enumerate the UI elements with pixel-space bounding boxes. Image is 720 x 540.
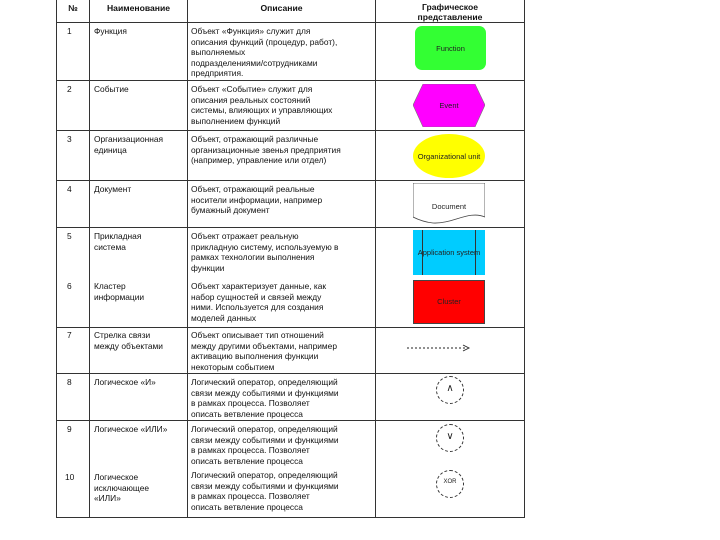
row-name: Стрелка связи между объектами: [94, 330, 163, 351]
table-border: [524, 0, 525, 518]
table-border: [56, 373, 525, 374]
table-border: [56, 130, 525, 131]
header-name: Наименование: [106, 3, 171, 13]
header-desc: Описание: [260, 3, 303, 13]
table-border: [375, 0, 376, 518]
row-num: 8: [67, 377, 72, 387]
logical-or-symbol: ∨: [446, 431, 454, 442]
event-shape-label: Event: [439, 101, 459, 110]
row-desc: Объект описывает тип отношений между другими объектами, например активацию выполнения функции некоторым событием: [191, 330, 338, 372]
logical-xor-symbol: XOR: [443, 479, 457, 485]
row-desc: Объект характеризует данные, как набор сущностей и связей между ними. Используется для создания моделей данных: [191, 281, 327, 323]
row-name: Кластер информации: [94, 281, 145, 302]
row-name: Логическое «И»: [94, 377, 156, 387]
logical-and-symbol: ∧: [446, 383, 454, 394]
row-num: 7: [67, 330, 72, 340]
row-num: 6: [67, 281, 72, 291]
row-num: 4: [67, 184, 72, 194]
table-border: [56, 420, 525, 421]
row-desc: Логический оператор, определяющий связи между событиями и функциями в рамках процесса. Позволяет описать ветвление процесса: [191, 470, 339, 512]
application-system-shape-label: Application system: [417, 248, 481, 257]
document-shape-label: Document: [431, 202, 467, 211]
row-num: 10: [65, 472, 75, 482]
header-num: №: [68, 3, 78, 13]
cluster-shape-label: Cluster: [437, 297, 461, 306]
organizational-unit-shape-label: Organizational unit: [417, 152, 481, 161]
row-num: 2: [67, 84, 72, 94]
row-num: 9: [67, 424, 72, 434]
table-border: [56, 517, 525, 518]
row-name: Документ: [94, 184, 132, 194]
row-desc: Логический оператор, определяющий связи между событиями и функциями в рамках процесса. Позволяет описать ветвление процесса: [191, 377, 339, 419]
table-border: [56, 80, 525, 81]
table-border: [56, 327, 525, 328]
row-desc: Объект отражает реальную прикладную систему, используемую в рамках технологии выполнения функции: [191, 231, 339, 273]
row-num: 1: [67, 26, 72, 36]
row-name: Прикладная система: [94, 231, 142, 252]
table-border: [56, 22, 525, 23]
row-desc: Логический оператор, определяющий связи между событиями и функциями в рамках процесса. Позволяет описать ветвление процесса: [191, 424, 339, 466]
row-desc: Объект, отражающий различные организационные звенья предприятия (например, управление или отдел): [191, 134, 341, 165]
table-border: [56, 180, 525, 181]
header-graphic: Графическое представление: [417, 2, 483, 22]
table-border: [187, 0, 188, 518]
table-border: [89, 0, 90, 518]
row-name: Функция: [94, 26, 127, 36]
connection-arrow-icon: [407, 343, 473, 353]
row-desc: Объект «Функция» служит для описания функций (процедур, работ), выполняемых подразделениями/сотрудниками предприятия.: [191, 26, 338, 78]
function-shape-label: Function: [436, 44, 465, 53]
row-name: Организационная единица: [94, 134, 164, 155]
row-name: Событие: [94, 84, 129, 94]
row-name: Логическое «ИЛИ»: [94, 424, 168, 434]
row-num: 5: [67, 231, 72, 241]
table-border: [56, 0, 57, 518]
row-name: Логическое исключающее «ИЛИ»: [94, 472, 150, 503]
row-desc: Объект «Событие» служит для описания реальных состояний системы, влияющих и управляющих выполнением функций: [191, 84, 333, 126]
row-num: 3: [67, 134, 72, 144]
row-desc: Объект, отражающий реальные носители информации, например бумажный документ: [191, 184, 323, 215]
table-border: [56, 227, 525, 228]
